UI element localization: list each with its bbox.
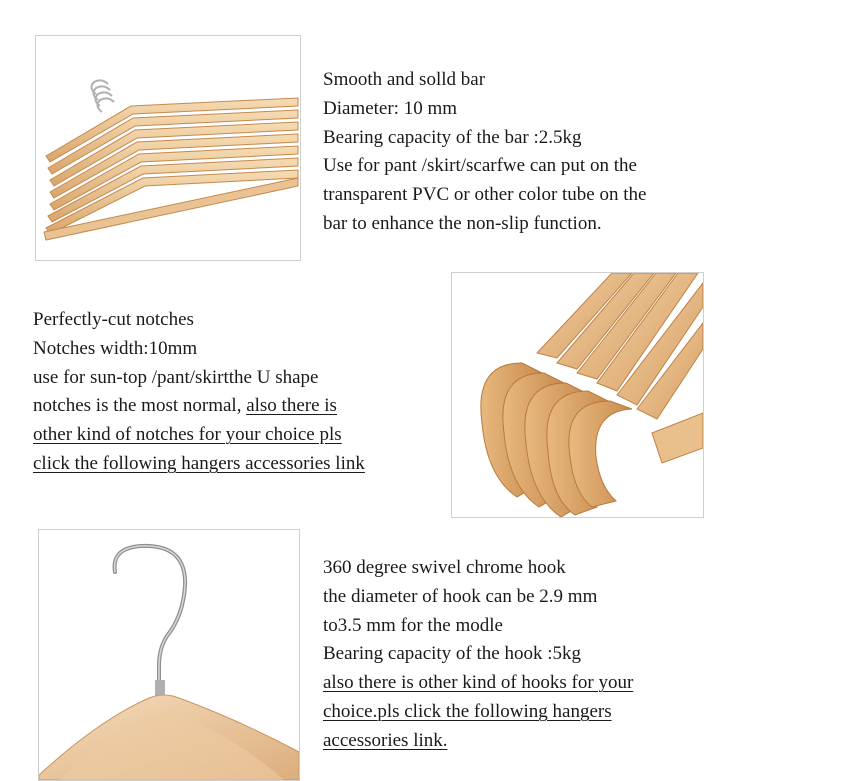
hangers-stack-illustration (36, 36, 300, 260)
chrome-hook-photo (38, 529, 300, 781)
hooks-accessories-link-2[interactable]: choice.pls click the following hangers (323, 700, 612, 722)
bar-line-6: bar to enhance the non-slip function. (323, 212, 602, 234)
notches-accessories-link-2[interactable]: other kind of notches for your choice pls (33, 424, 342, 446)
bar-description (323, 66, 646, 239)
hook-description (323, 554, 633, 756)
bar-line-2: Diameter: 10 mm (323, 97, 458, 119)
notches-description (33, 306, 365, 479)
hook-line-1: 360 degree swivel chrome hook (323, 557, 566, 578)
notches-closeup-photo (451, 272, 704, 518)
hook-line-2: the diameter of hook can be 2.9 mm (323, 585, 598, 607)
bar-line-3: Bearing capacity of the bar :2.5kg (323, 126, 582, 148)
hook-line-3: to3.5 mm for the modle (323, 614, 503, 636)
bar-line-4: Use for pant /skirt/scarfwe can put on the (323, 155, 637, 177)
notches-line-3: use for sun-top /pant/skirtthe U shape (33, 366, 319, 388)
notches-line-2: Notches width:10mm (33, 337, 198, 359)
bar-line-1: Smooth and solld bar (323, 69, 486, 90)
notches-closeup-illustration (452, 273, 703, 517)
hooks-accessories-link-1[interactable]: also there is other kind of hooks for your (323, 672, 634, 694)
notches-accessories-link-3[interactable]: click the following hangers accessories link (33, 452, 365, 474)
hooks-accessories-link-3[interactable]: accessories link. (323, 729, 448, 751)
notches-line-4 (33, 392, 365, 421)
hook-line-4: Bearing capacity of the hook :5kg (323, 643, 582, 665)
bar-line-5: transparent PVC or other color tube on the (323, 184, 647, 206)
chrome-hook-illustration (39, 530, 299, 780)
notches-plain-text: notches is the most normal, (33, 395, 247, 417)
notches-line-1: Perfectly-cut notches (33, 309, 194, 330)
hangers-stack-photo (35, 35, 301, 261)
notches-accessories-link-start[interactable]: also there is (246, 395, 337, 417)
